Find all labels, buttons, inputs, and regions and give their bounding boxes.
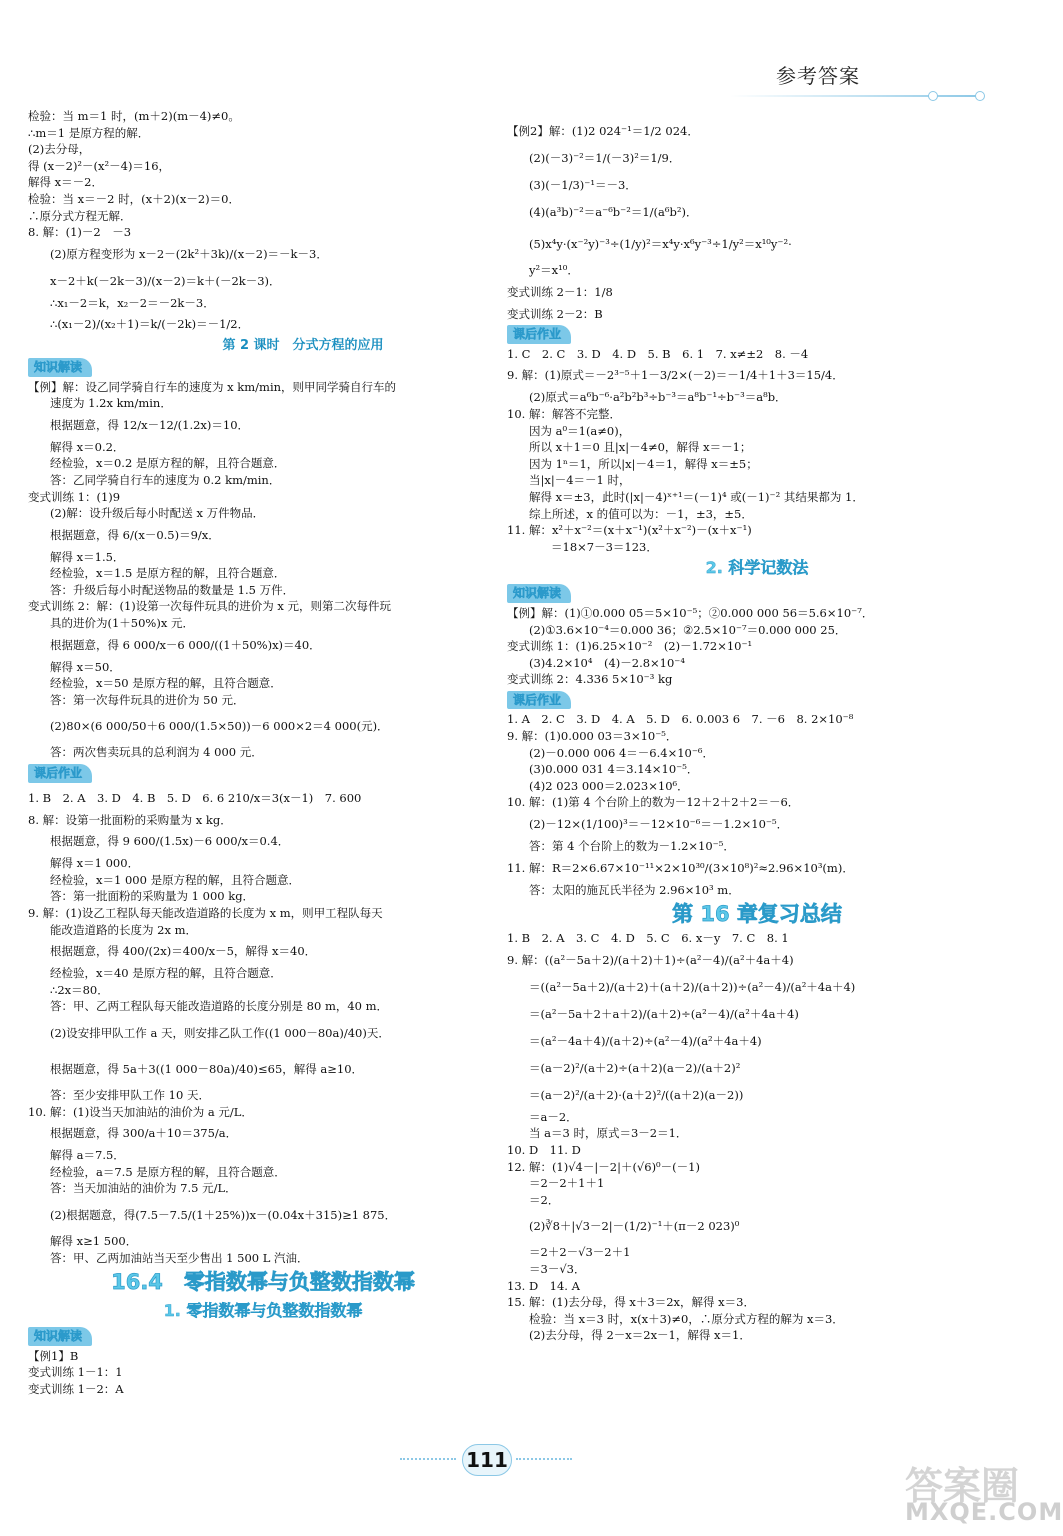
answer-line: (2)解：设升级后每小时配送 x 万件物品． [50, 506, 265, 521]
answer-line: 经检验，x＝1.5 是原方程的解，且符合题意． [50, 566, 286, 581]
answer-line: 9. 解：(1)0.000 03＝3×10⁻⁵． [507, 729, 678, 744]
answer-line: 答：乙同学骑自行车的速度为 0.2 km/min． [50, 472, 281, 487]
answer-line: 根据题意，得 6/(x－0.5)＝9/x． [50, 527, 220, 542]
answer-line: 8. 解：(1)－2 －3 [28, 225, 132, 240]
answer-line: 答：太阳的施瓦氏半径为 2.96×10³ m． [529, 882, 740, 897]
answer-line: (4)2 023 000＝2.023×10⁶． [529, 778, 689, 793]
answer-line: (2)80×(6 000/50＋6 000/(1.5×50))－6 000×2＝4 000(元)． [50, 719, 389, 734]
header-decoration-dot [975, 91, 985, 101]
answer-line: ＝3－√3． [529, 1261, 586, 1276]
answer-line: (3)4.2×10⁴ (4)－2.8×10⁻⁴ [529, 655, 685, 670]
answer-line: 9. 解：((a²－5a＋2)/(a＋2)＋1)÷(a²－4)/(a²＋4a＋4) [507, 952, 794, 967]
answer-line: (3)(－1/3)⁻¹＝－3． [529, 178, 637, 192]
answer-line: (2)(－3)⁻²＝1/(－3)²＝1/9． [529, 151, 681, 165]
answer-line: 【例2】解：(1)2 024⁻¹＝1/2 024． [507, 124, 699, 138]
answer-line: 解得 x＝0.2． [50, 439, 125, 454]
answer-line: 变式训练 2：4.336 5×10⁻³ kg [507, 672, 673, 687]
answer-line: y²＝x¹⁰． [529, 263, 579, 277]
answer-line: 变式训练 2－2：B [507, 306, 603, 321]
answer-line: ＝((a²－5a＋2)/(a＋2)＋(a＋2)/(a＋2))÷(a²－4)/(a²＋4a＋4) [529, 979, 856, 994]
answer-line: (2)原方程变形为 x－2－(2k²＋3k)/(x－2)＝－k－3． [50, 246, 328, 261]
answer-line: 9. 解：(1)原式＝－2³⁻⁵＋1－3/2×(－2)＝－1/4＋1＋3＝15/4． [507, 368, 844, 383]
answer-line: (2)原式＝a⁶b⁻⁶·a²b²b³÷b⁻³＝a⁸b⁻¹÷b⁻³＝a⁸b． [529, 390, 787, 405]
answer-line: 根据题意，得 5a＋3((1 000－80a)/40)≤65，解得 a≥10． [50, 1061, 364, 1076]
answer-line: 答：第一次每件玩具的进价为 50 元． [50, 692, 245, 707]
answer-line: 能改造道路的长度为 2x m． [50, 922, 198, 937]
answer-line: 11. 解：R＝2×6.67×10⁻¹¹×2×10³⁰/(3×10⁸)²≈2.96×10³(m)． [507, 860, 854, 875]
watermark-url: MXQE.COM [905, 1498, 1063, 1526]
answer-line: 答：至少安排甲队工作 10 天． [50, 1087, 210, 1102]
answer-line: (3)0.000 031 4＝3.14×10⁻⁵． [529, 762, 699, 777]
left-answer-column [28, 108, 498, 1398]
answer-line: (2)去分母， [28, 142, 91, 157]
answer-line: 1. B 2. A 3. D 4. B 5. D 6. 6 210/x＝3(x－1) 7. 600 [28, 790, 362, 805]
answer-line: ＝18×7－3＝123． [551, 539, 658, 554]
answer-line: ＝2． [529, 1192, 560, 1207]
page-number-dots-left [400, 1458, 456, 1462]
answer-line: 根据题意，得 6 000/x－6 000/((1＋50%)x)＝40． [50, 637, 321, 652]
answer-line: (4)(a³b)⁻²＝a⁻⁶b⁻²＝1/(a⁶b²)． [529, 205, 698, 219]
answer-line: 变式训练 1－1：1 [28, 1365, 123, 1380]
answer-line: 1. A 2. C 3. D 4. A 5. D 6. 0.003 6 7. －6 8. 2×10⁻⁸ [507, 712, 854, 727]
answer-line: 解得 x＝50． [50, 659, 121, 674]
answer-line: 变式训练 1－2：A [28, 1381, 124, 1396]
answer-line: 因为 1ⁿ＝1，所以|x|－4＝1，解得 x＝±5； [529, 456, 758, 471]
answer-line: (2)①3.6×10⁻⁴＝0.000 36；②2.5×10⁻⁷＝0.000 000 25． [529, 622, 847, 637]
answer-line: ＝2－2＋1＋1 [529, 1176, 605, 1191]
answer-line: ＝(a－2)²/(a＋2)÷(a＋2)(a－2)/(a＋2)² [529, 1060, 741, 1075]
answer-line: ＝(a－2)²/(a＋2)·(a＋2)²/((a＋2)(a－2)) [529, 1087, 744, 1102]
right-answer-column [507, 118, 1007, 1344]
answer-line: 10. 解：(1)第 4 个台阶上的数为－12＋2＋2＋2＝－6． [507, 795, 800, 810]
answer-line: ∴x₁－2＝k，x₂－2＝－2k－3． [50, 295, 215, 310]
answer-line: 变式训练 2－1：1/8 [507, 284, 613, 299]
answer-line: (2)根据题意，得(7.5－7.5/(1＋25%))x－(0.04x＋315)≥1 875． [50, 1207, 397, 1222]
answer-line: (2)去分母，得 2－x＝2x－1，解得 x＝1． [529, 1328, 751, 1343]
answer-line: 11. 解：x²＋x⁻²＝(x＋x⁻¹)(x²＋x⁻²)－(x＋x⁻¹) [507, 523, 752, 538]
section-badge: 知识解读 [507, 584, 571, 603]
answer-line: 答：第 4 个台阶上的数为－1.2×10⁻⁵． [529, 839, 735, 854]
answer-line: 1. C 2. C 3. D 4. D 5. B 6. 1 7. x≠±2 8. －4 [507, 346, 809, 361]
answer-line: 13. D 14. A [507, 1278, 580, 1293]
answer-line: 8. 解：设第一批面粉的采购量为 x kg． [28, 812, 232, 827]
answer-line: ∴2x＝80． [50, 982, 109, 997]
answer-line: 综上所述，x 的值可以为：－1，±3，±5． [529, 506, 753, 521]
page-number-dots-right [516, 1458, 572, 1462]
answer-line: 答：甲、乙两工程队每天能改造道路的长度分别是 80 m，40 m． [50, 999, 389, 1014]
answer-line: 检验：当 x＝3 时，x(x＋3)≠0，∴原分式方程的解为 x＝3． [529, 1311, 844, 1326]
answer-line: ＝2＋2－√3－2＋1 [529, 1245, 631, 1260]
answer-line: 答：当天加油站的油价为 7.5 元/L． [50, 1181, 237, 1196]
answer-line: 12. 解：(1)√4－|－2|＋(√6)⁰－(－1) [507, 1159, 700, 1174]
answer-line: 因为 a⁰＝1(a≠0)， [529, 423, 631, 438]
answer-line: ＝(a²－5a＋2＋a＋2)/(a＋2)÷(a²－4)/(a²＋4a＋4) [529, 1006, 799, 1021]
answer-line: 【例1】B [28, 1348, 79, 1363]
section-title: 第 16 章复习总结 [672, 902, 842, 927]
answer-line: 变式训练 2：解：(1)设第一次每件玩具的进价为 x 元，则第二次每件玩 [28, 599, 392, 614]
answer-line: 得 (x－2)²－(x²－4)＝16， [28, 158, 171, 173]
answer-line: 变式训练 1：(1)6.25×10⁻² (2)－1.72×10⁻¹ [507, 639, 753, 654]
answer-line: 根据题意，得 300/a＋10＝375/a． [50, 1126, 238, 1141]
answer-line: 【例】解：设乙同学骑自行车的速度为 x km/min，则甲同学骑自行车的 [28, 379, 397, 394]
answer-line: 15. 解：(1)去分母，得 x＋3＝2x，解得 x＝3． [507, 1295, 755, 1310]
answer-line: 10. D 11. D [507, 1143, 581, 1157]
answer-line: 答：第一批面粉的采购量为 1 000 kg． [50, 889, 255, 904]
answer-line: 解得 x≥1 500． [50, 1233, 138, 1248]
answer-line: ∴(x₁－2)/(x₂＋1)＝k/(－2k)＝－1/2． [50, 317, 250, 332]
section-badge: 知识解读 [28, 1327, 92, 1346]
answer-line: 经检验，x＝40 是原方程的解，且符合题意． [50, 966, 282, 981]
subsection-title: 1. 零指数幂与负整数指数幂 [163, 1301, 363, 1321]
answer-line: ∴原分式方程无解． [28, 208, 132, 223]
answer-line: 当|x|－4＝－1 时， [529, 473, 631, 488]
answer-line: 当 a＝3 时，原式＝3－2＝1． [529, 1126, 688, 1141]
answer-line: 答：甲、乙两加油站当天至少售出 1 500 L 汽油． [50, 1250, 309, 1265]
answer-line: 10. 解：(1)设当天加油站的油价为 a 元/L． [28, 1104, 253, 1119]
page-number: 111 [462, 1444, 512, 1476]
answer-line: 10. 解：解答不完整． [507, 406, 621, 421]
section-badge: 课后作业 [507, 691, 571, 710]
section-badge: 知识解读 [28, 358, 92, 377]
answer-line: 速度为 1.2x km/min． [50, 396, 172, 411]
answer-line: 变式训练 1：(1)9 [28, 489, 121, 504]
lesson-title: 第 2 课时 分式方程的应用 [222, 338, 384, 354]
watermark-logo-text: 答案圈 [905, 1464, 1020, 1508]
header-decoration-line [730, 95, 980, 97]
answer-line: 经检验，x＝50 是原方程的解，且符合题意． [50, 676, 282, 691]
answer-line: (2)－12×(1/100)³＝－12×10⁻⁶＝－1.2×10⁻⁵． [529, 817, 789, 832]
answer-line: 经检验，x＝1 000 是原方程的解，且符合题意． [50, 872, 301, 887]
answer-line: (2)∛8＋|√3－2|－(1/2)⁻¹＋(π－2 023)⁰ [529, 1219, 740, 1234]
answer-line: (5)x⁴y·(x⁻²y)⁻³÷(1/y)²＝x⁴y·x⁶y⁻³÷1/y²＝x¹⁰y⁻²· [529, 237, 792, 251]
section-title: 16.4 零指数幂与负整数指数幂 [111, 1270, 415, 1295]
subsection-title: 2. 科学记数法 [705, 558, 809, 578]
answer-line: ＝(a²－4a＋4)/(a＋2)÷(a²－4)/(a²＋4a＋4) [529, 1033, 762, 1048]
answer-line: (2)－0.000 006 4＝－6.4×10⁻⁶． [529, 745, 715, 760]
answer-line: 解得 x＝±3，此时(|x|－4)ˣ⁺¹＝(－1)⁴ 或(－1)⁻² 其结果都为 1． [529, 489, 864, 504]
header-decoration-dot [928, 91, 938, 101]
answer-line: 解得 a＝7.5． [50, 1148, 125, 1163]
answer-line: 根据题意，得 12/x－12/(1.2x)＝10． [50, 417, 250, 432]
answer-line: 检验：当 x＝－2 时，(x＋2)(x－2)＝0． [28, 191, 240, 206]
answer-line: 根据题意，得 9 600/(1.5x)－6 000/x＝0.4． [50, 834, 290, 849]
answer-line: 根据题意，得 400/(2x)＝400/x－5，解得 x＝40． [50, 944, 317, 959]
answer-line: x－2＋k(－2k－3)/(x－2)＝k＋(－2k－3)． [50, 273, 281, 288]
answer-line: 【例】解：(1)①0.000 05＝5×10⁻⁵；②0.000 000 56＝5.6×10⁻⁷． [507, 605, 874, 620]
answer-line: 9. 解：(1)设乙工程队每天能改造道路的长度为 x m，则甲工程队每天 [28, 906, 383, 920]
answer-line: 解得 x＝1 000． [50, 856, 140, 871]
answer-line: 检验：当 m＝1 时，(m＋2)(m－4)≠0。 [28, 109, 240, 123]
section-badge: 课后作业 [28, 764, 92, 783]
answer-line: 具的进价为(1＋50%)x 元． [50, 616, 194, 631]
page-header-title: 参考答案 [776, 64, 860, 88]
answer-line: 答：升级后每小时配送物品的数量是 1.5 万件． [50, 582, 295, 597]
answer-line: 经检验，a＝7.5 是原方程的解，且符合题意． [50, 1164, 286, 1179]
answer-line: 答：两次售卖玩具的总利润为 4 000 元． [50, 745, 263, 760]
answer-line: 经检验，x＝0.2 是原方程的解，且符合题意． [50, 456, 286, 471]
section-badge: 课后作业 [507, 325, 571, 344]
answer-line: ∴m＝1 是原方程的解． [28, 125, 150, 140]
answer-line: 解得 x＝1.5． [50, 549, 125, 564]
answer-line: 1. B 2. A 3. C 4. D 5. C 6. x－y 7. C 8. 1 [507, 931, 789, 946]
answer-line: 所以 x＋1＝0 且|x|－4≠0，解得 x＝－1； [529, 440, 752, 455]
answer-line: (2)设安排甲队工作 a 天，则安排乙队工作((1 000－80a)/40)天． [50, 1025, 390, 1040]
answer-line: 解得 x＝－2． [28, 175, 103, 190]
answer-line: ＝a－2． [529, 1109, 578, 1124]
